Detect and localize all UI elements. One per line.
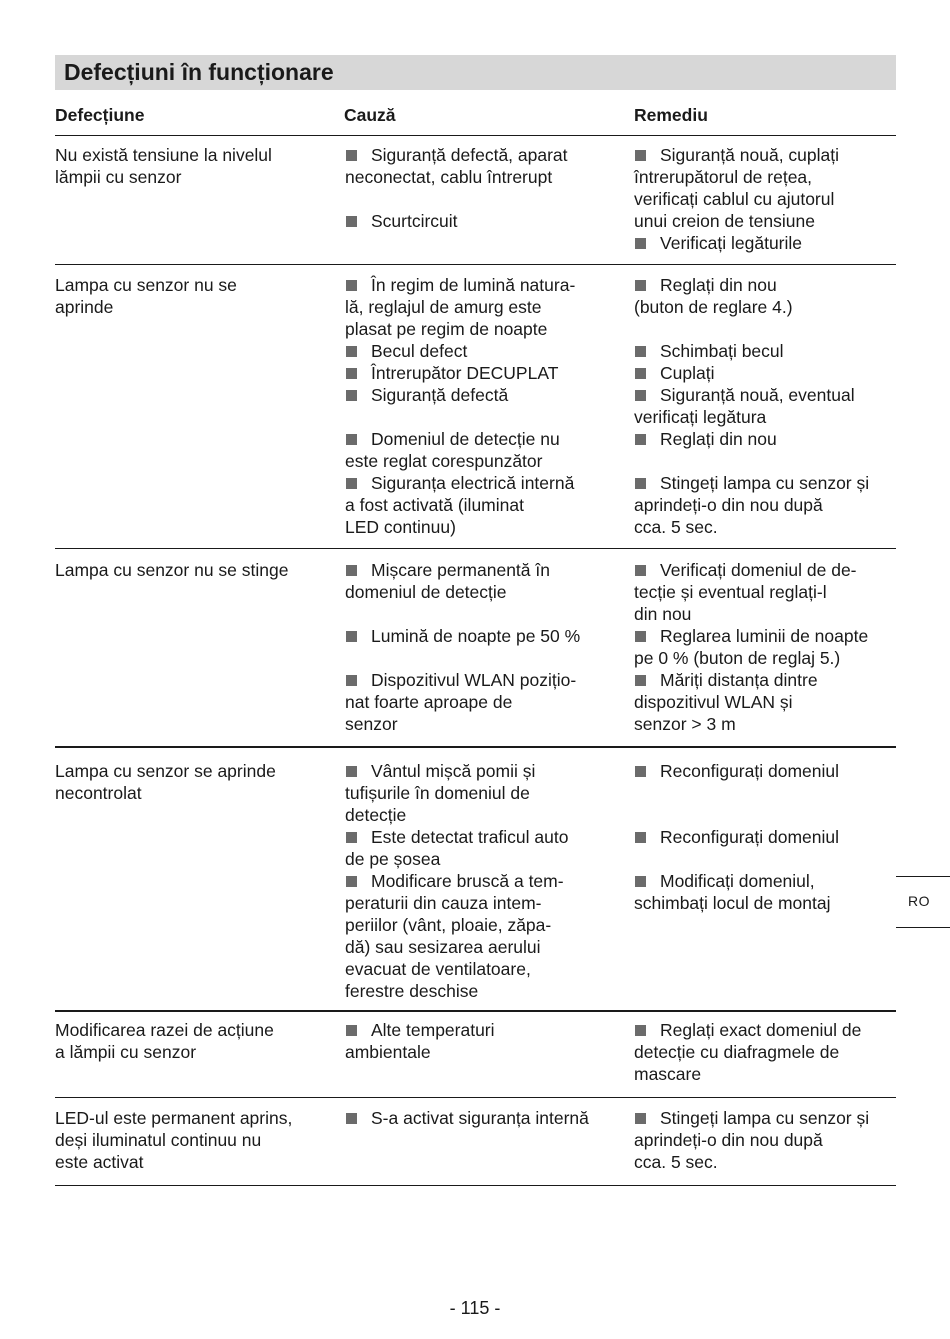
bullet-item xyxy=(634,340,896,362)
text-line xyxy=(345,958,615,980)
line-text: S-a activat siguranța internă xyxy=(371,1108,589,1128)
text-line xyxy=(634,1063,896,1085)
square-bullet-icon xyxy=(346,368,357,379)
square-bullet-icon xyxy=(346,150,357,161)
square-bullet-icon xyxy=(346,280,357,291)
line-text: cca. 5 sec. xyxy=(634,1152,718,1172)
line-text: din nou xyxy=(634,604,692,624)
text-line xyxy=(345,936,615,958)
text-line xyxy=(345,450,615,472)
line-text: schimbați locul de montaj xyxy=(634,893,831,913)
square-bullet-icon xyxy=(635,631,646,642)
text-line xyxy=(345,166,615,188)
line-text: senzor xyxy=(345,714,398,734)
line-text: lă, reglajul de amurg este xyxy=(345,297,542,317)
line-text: Verificați domeniul de de- xyxy=(660,560,857,580)
square-bullet-icon xyxy=(346,216,357,227)
bullet-item xyxy=(634,274,896,296)
defect-text: necontrolat xyxy=(55,783,142,803)
text-line xyxy=(345,318,615,340)
line-text: cca. 5 sec. xyxy=(634,517,718,537)
text-line xyxy=(345,296,615,318)
text-line xyxy=(634,494,896,516)
line-text: ferestre deschise xyxy=(345,981,479,1001)
line-text: Siguranță defectă, aparat xyxy=(371,145,568,165)
text-line xyxy=(345,691,615,713)
line-text: Siguranță nouă, cuplați xyxy=(660,145,840,165)
line-text: detecție xyxy=(345,805,407,825)
line-text: dispozitivul WLAN și xyxy=(634,692,793,712)
line-text: a fost activată (iluminat xyxy=(345,495,524,515)
line-text: Alte temperaturi xyxy=(371,1020,495,1040)
square-bullet-icon xyxy=(346,631,357,642)
line-text: aprindeți-o din nou după xyxy=(634,495,823,515)
line-text: Schimbați becul xyxy=(660,341,784,361)
square-bullet-icon xyxy=(346,675,357,686)
square-bullet-icon xyxy=(635,478,646,489)
bullet-item xyxy=(345,559,615,581)
language-code: RO xyxy=(908,893,930,909)
bullet-item xyxy=(634,472,896,494)
defect-cell xyxy=(55,274,325,318)
defect-cell xyxy=(55,760,325,804)
remedy-cell xyxy=(634,1107,896,1173)
cause-cell xyxy=(345,274,615,538)
remedy-cell xyxy=(634,559,896,735)
line-text: ambientale xyxy=(345,1042,431,1062)
line-text: (buton de reglare 4.) xyxy=(634,297,793,317)
bullet-item xyxy=(345,210,615,232)
bullet-item xyxy=(634,144,896,166)
square-bullet-icon xyxy=(635,565,646,576)
line-text: aprindeți-o din nou după xyxy=(634,1130,823,1150)
text-line xyxy=(634,166,896,188)
square-bullet-icon xyxy=(346,390,357,401)
bullet-item xyxy=(634,232,896,254)
row-divider xyxy=(55,1185,896,1186)
line-text: Reconfigurați domeniul xyxy=(660,761,839,781)
bullet-item xyxy=(634,870,896,892)
line-text: unui creion de tensiune xyxy=(634,211,815,231)
square-bullet-icon xyxy=(635,368,646,379)
square-bullet-icon xyxy=(635,390,646,401)
square-bullet-icon xyxy=(635,876,646,887)
line-text: Dispozitivul WLAN pozițio- xyxy=(371,670,577,690)
text-line xyxy=(634,848,896,870)
defect-text: a lămpii cu senzor xyxy=(55,1042,197,1062)
bullet-item xyxy=(345,428,615,450)
line-text: este reglat corespunzător xyxy=(345,451,543,471)
square-bullet-icon xyxy=(635,832,646,843)
bullet-item xyxy=(345,760,615,782)
defect-cell xyxy=(55,559,325,581)
text-line xyxy=(634,318,896,340)
line-text: domeniul de detecție xyxy=(345,582,507,602)
defect-cell xyxy=(55,144,325,188)
text-line xyxy=(345,1041,615,1063)
line-text: Becul defect xyxy=(371,341,468,361)
row-divider xyxy=(55,264,896,265)
line-text: În regim de lumină natura- xyxy=(371,275,576,295)
line-text: Este detectat traficul auto xyxy=(371,827,569,847)
text-line xyxy=(634,1151,896,1173)
bullet-item xyxy=(634,384,896,406)
header-defect: Defecțiune xyxy=(55,105,145,125)
text-line xyxy=(345,603,615,625)
line-text: Domeniul de detecție nu xyxy=(371,429,560,449)
bullet-item xyxy=(634,625,896,647)
remedy-cell xyxy=(634,274,896,538)
line-text: Stingeți lampa cu senzor și xyxy=(660,1108,870,1128)
square-bullet-icon xyxy=(635,766,646,777)
bullet-item xyxy=(345,472,615,494)
bullet-item xyxy=(345,274,615,296)
square-bullet-icon xyxy=(346,876,357,887)
cause-cell xyxy=(345,1019,615,1063)
bullet-item xyxy=(634,428,896,450)
bullet-item xyxy=(634,826,896,848)
square-bullet-icon xyxy=(346,832,357,843)
line-text: Siguranța electrică internă xyxy=(371,473,575,493)
page-number: - 115 - xyxy=(449,1298,501,1318)
square-bullet-icon xyxy=(346,766,357,777)
bullet-item xyxy=(345,1107,615,1129)
defect-text: aprinde xyxy=(55,297,114,317)
text-line xyxy=(345,647,615,669)
bullet-item xyxy=(345,870,615,892)
text-line xyxy=(634,296,896,318)
line-text: Lumină de noapte pe 50 % xyxy=(371,626,581,646)
line-text: neconectat, cablu întrerupt xyxy=(345,167,553,187)
line-text: Reglați din nou xyxy=(660,429,777,449)
text-line xyxy=(634,1041,896,1063)
line-text: LED continuu) xyxy=(345,517,456,537)
line-text: Siguranță defectă xyxy=(371,385,509,405)
defect-text: LED-ul este permanent aprins, xyxy=(55,1108,293,1128)
row-divider xyxy=(55,1010,896,1012)
row-divider xyxy=(55,746,896,748)
language-tab xyxy=(896,876,950,928)
line-text: întrerupătorul de rețea, xyxy=(634,167,813,187)
square-bullet-icon xyxy=(346,346,357,357)
line-text: Reglați exact domeniul de xyxy=(660,1020,862,1040)
line-text: Mișcare permanentă în xyxy=(371,560,550,580)
line-text: evacuat de ventilatoare, xyxy=(345,959,531,979)
square-bullet-icon xyxy=(346,434,357,445)
square-bullet-icon xyxy=(635,675,646,686)
line-text: Scurtcircuit xyxy=(371,211,458,231)
line-text: senzor > 3 m xyxy=(634,714,736,734)
header-cause: Cauză xyxy=(344,105,396,125)
defect-cell xyxy=(55,1019,325,1063)
section-title: Defecțiuni în funcționare xyxy=(64,59,334,85)
text-line xyxy=(634,450,896,472)
text-line xyxy=(634,691,896,713)
text-line xyxy=(345,782,615,804)
text-line xyxy=(345,494,615,516)
text-line xyxy=(634,188,896,210)
line-text: Întrerupător DECUPLAT xyxy=(371,363,559,383)
bullet-item xyxy=(345,669,615,691)
cause-cell xyxy=(345,1107,615,1129)
line-text: periilor (vânt, ploaie, zăpa- xyxy=(345,915,552,935)
text-line xyxy=(345,914,615,936)
square-bullet-icon xyxy=(635,346,646,357)
text-line xyxy=(634,713,896,735)
text-line xyxy=(634,516,896,538)
text-line xyxy=(345,713,615,735)
defect-text: Modificarea razei de acțiune xyxy=(55,1020,274,1040)
defect-text: este activat xyxy=(55,1152,144,1172)
defect-text: Lampa cu senzor nu se xyxy=(55,275,237,295)
defect-text: Lampa cu senzor se aprinde xyxy=(55,761,276,781)
text-line xyxy=(345,892,615,914)
text-line xyxy=(634,581,896,603)
square-bullet-icon xyxy=(635,1113,646,1124)
remedy-cell xyxy=(634,144,896,254)
line-text: Stingeți lampa cu senzor și xyxy=(660,473,870,493)
line-text: Măriți distanța dintre xyxy=(660,670,818,690)
defect-text: deși iluminatul continuu nu xyxy=(55,1130,262,1150)
line-text: verificați legătura xyxy=(634,407,767,427)
cause-cell xyxy=(345,144,615,232)
line-text: Reglarea luminii de noapte xyxy=(660,626,869,646)
table-header xyxy=(55,105,896,136)
defect-cell xyxy=(55,1107,325,1173)
text-line xyxy=(634,804,896,826)
square-bullet-icon xyxy=(635,150,646,161)
text-line xyxy=(345,980,615,1002)
bullet-item xyxy=(634,362,896,384)
line-text: detecție cu diafragmele de xyxy=(634,1042,840,1062)
text-line xyxy=(345,848,615,870)
square-bullet-icon xyxy=(635,434,646,445)
bullet-item xyxy=(345,1019,615,1041)
line-text: verificați cablul cu ajutorul xyxy=(634,189,835,209)
remedy-cell xyxy=(634,1019,896,1085)
line-text: Modificați domeniul, xyxy=(660,871,815,891)
line-text: dă) sau sesizarea aerului xyxy=(345,937,541,957)
bullet-item xyxy=(634,669,896,691)
row-divider xyxy=(55,1097,896,1098)
bullet-item xyxy=(634,559,896,581)
square-bullet-icon xyxy=(346,565,357,576)
square-bullet-icon xyxy=(346,1025,357,1036)
text-line xyxy=(345,188,615,210)
bullet-item xyxy=(345,362,615,384)
text-line xyxy=(345,516,615,538)
line-text: Siguranță nouă, eventual xyxy=(660,385,855,405)
square-bullet-icon xyxy=(635,238,646,249)
bullet-item xyxy=(345,826,615,848)
bullet-item xyxy=(634,1107,896,1129)
square-bullet-icon xyxy=(635,280,646,291)
line-text: Reconfigurați domeniul xyxy=(660,827,839,847)
section-title-bar xyxy=(55,55,896,90)
defect-text: Lampa cu senzor nu se stinge xyxy=(55,560,289,580)
bullet-item xyxy=(345,340,615,362)
line-text: Vântul mișcă pomii și xyxy=(371,761,536,781)
header-remedy: Remediu xyxy=(634,105,708,125)
line-text: pe 0 % (buton de reglaj 5.) xyxy=(634,648,841,668)
text-line xyxy=(634,406,896,428)
row-divider xyxy=(55,548,896,549)
text-line xyxy=(634,210,896,232)
text-line xyxy=(345,406,615,428)
text-line xyxy=(345,804,615,826)
bullet-item xyxy=(634,760,896,782)
text-line xyxy=(345,581,615,603)
defect-text: Nu există tensiune la nivelul xyxy=(55,145,272,165)
line-text: de pe șosea xyxy=(345,849,441,869)
line-text: peraturii din cauza intem- xyxy=(345,893,542,913)
text-line xyxy=(634,647,896,669)
bullet-item xyxy=(345,384,615,406)
line-text: Modificare bruscă a tem- xyxy=(371,871,564,891)
square-bullet-icon xyxy=(346,478,357,489)
remedy-cell xyxy=(634,760,896,914)
cause-cell xyxy=(345,760,615,1002)
bullet-item xyxy=(634,1019,896,1041)
text-line xyxy=(634,1129,896,1151)
line-text: plasat pe regim de noapte xyxy=(345,319,548,339)
line-text: Verificați legăturile xyxy=(660,233,803,253)
square-bullet-icon xyxy=(346,1113,357,1124)
text-line xyxy=(634,782,896,804)
line-text: nat foarte aproape de xyxy=(345,692,513,712)
text-line xyxy=(634,603,896,625)
cause-cell xyxy=(345,559,615,735)
bullet-item xyxy=(345,144,615,166)
line-text: tufișurile în domeniul de xyxy=(345,783,530,803)
defect-text: lămpii cu senzor xyxy=(55,167,182,187)
line-text: mascare xyxy=(634,1064,702,1084)
text-line xyxy=(634,892,896,914)
line-text: Cuplați xyxy=(660,363,715,383)
line-text: Reglați din nou xyxy=(660,275,777,295)
line-text: tecție și eventual reglați-l xyxy=(634,582,827,602)
bullet-item xyxy=(345,625,615,647)
square-bullet-icon xyxy=(635,1025,646,1036)
